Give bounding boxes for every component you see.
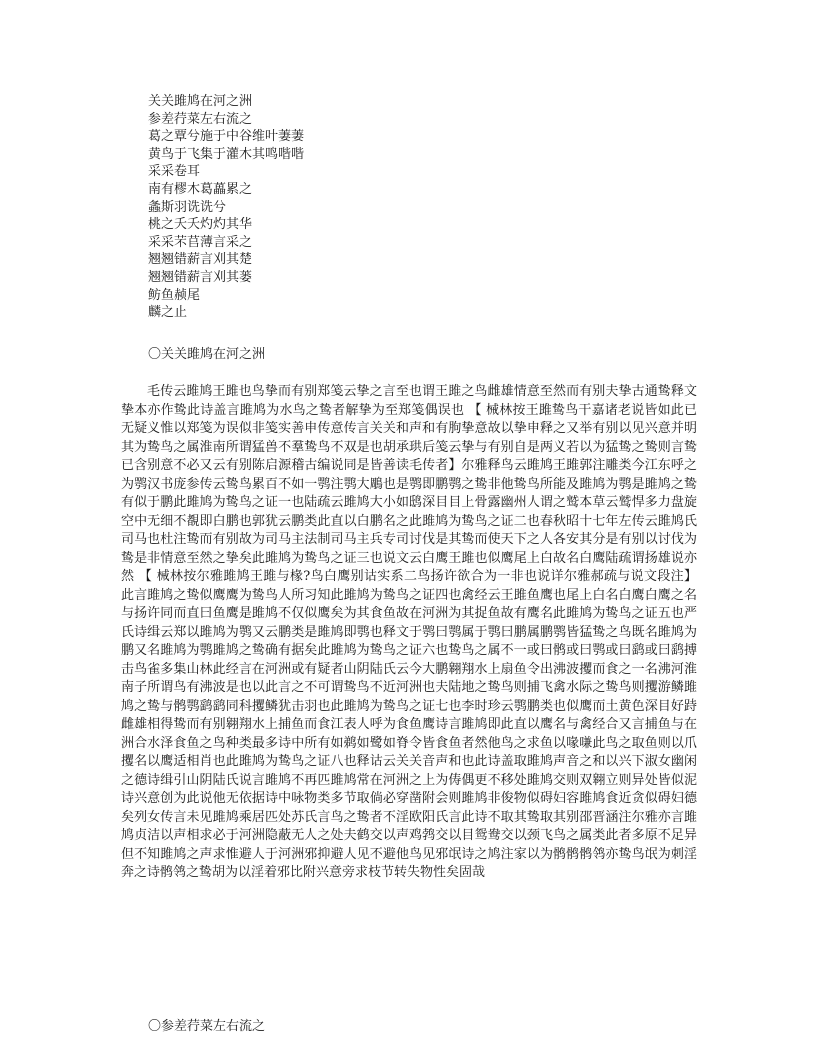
toc-item: 翘翘错薪言刈其蒌 [148,269,253,285]
section-heading: 〇参差荇菜左右流之 [148,1019,266,1034]
toc-item: 南有樛木葛藟累之 [148,181,253,197]
toc-item: 黄鸟于飞集于灌木其鸣喈喈 [148,146,305,162]
toc-item: 关关雎鸠在河之洲 [148,94,253,109]
toc-item: 采采芣苢薄言采之 [148,234,253,250]
commentary-paragraph: 毛传云雎鸠王雎也鸟挚而有别郑笺云挚之言至也谓王雎之鸟雌雄情意至然而有别夫挚古通鸷释文挚本亦作鸷此诗盖言雎鸠为水鸟之鸷者解挚为至郑笺偶误也 【 械林按王雎鸷鸟干嘉诸老说皆如此已无疑义惟以郑笺为误似非笺实善申传意传言关关和声和有朐挚意故以挚申释之又举有别以见兴意并明其为鸷鸟之属淮南所谓猛兽不羣鸷鸟不双是也胡承珙后笺云挚与有别自是两义若以为猛鸷之鸷则言鸷已含别意不必又云有别陈启源稽古编说同是皆善读毛传者】尔雅释鸟云雎鸠王雎郭注雕类今江东呼之为鹗汉书庞参传云鸷鸟累百不如一鹗注鹗大鵰也是鹗即鹏鹗之鸷非他鸷鸟所能及雎鸠为鹗是雎鸠之鸷有似于鹏此雎鸠为鸷鸟之证一也陆疏云雎鸠大小如鸱深目目上骨露幽州人谓之鹫本草云鹫悍多力盘旋空中无细不覩即白鹏也郭犹云鹏类此直以白鹏名之此雎鸠为鸷鸟之证二也春秋昭十七年左传云雎鸠氏司马也杜注鸷而有别故为司马主法制司马主兵专司讨伐是其鸷而使天下之人各安其分是有别以讨伐为鸷是非情意至然之挚矣此雎鸠为鸷鸟之证三也说文云白鹰王雎也似鹰尾上白故名白鹰陆疏谓扬雄说亦然 【 械林按尔雅雎鸠王雎与椽?鸟白鹰别诂实系二鸟扬许欲合为一非也说详尔雅郝疏与说文段注】 此言雎鸠之鸷似鹰鹰为鸷鸟人所习知此雎鸠为鸷鸟之证四也禽经云王雎鱼鹰也尾上白名白鹰白鹰之名与扬许同而直曰鱼鹰是雎鸠不仅似鹰矣为其食鱼故在河洲为其捉鱼故有鹰名此雎鸠为鸷鸟之证五也严氏诗缉云郑以雎鸠为鹗又云鹏类是雎鸠即鹗也释文于鹗曰鹗属于鹗曰鹏属鹏鹗皆猛鸷之鸟既名雎鸠为鹏又名雎鸠为鹗雎鸠之鸷确有据矣此雎鸠为鸷鸟之证六也鸷鸟之属不一或曰鹘或曰鹗或曰鹞或曰鹞搏击鸟雀多集山林此经言在河洲或有疑者山阴陆氏云今大鹏翱翔水上扇鱼令出沸波攫而食之一名沸河淮南子所谓鸟有沸波是也以此言之不可谓鸷鸟不近河洲也夫陆地之鸷鸟则捕飞禽水际之鸷鸟则攫游鳞雎鸠之鸷与鹘鹗鹞鹞同科攫鳞犹击羽也此雎鸠为鸷鸟之证七也李时珍云鹗鹏类也似鹰而土黄色深目好跱雌雄相得鸷而有别翱翔水上捕鱼而食江表人呼为食鱼鹰诗言雎鸠即此直以鹰名与禽经合又言捕鱼与在洲合水泽食鱼之鸟种类最多诗中所有如鹈如鹭如脊令皆食鱼者然他鸟之求鱼以喙嗛此鸟之取鱼则以爪攫名以鹰适相肖也此雎鸠为鸷鸟之证八也释诂云关关音声和也此诗盖取雎鸠声音之和以兴下淑女幽闲之德诗缉引山阴陆氏说言雎鸠不再匹雎鸠常在河洲之上为俦偶更不移处雎鸠交则双翱立则异处皆似泥诗兴意创为此说他无依据诗中咏物类多节取倘必穿凿附会则雎鸠非俊物似碍妇容雎鸠食近贪似碍妇德矣列女传言未见雎鸠乘居匹处苏氏言鸟之鸷者不淫欧阳氏言此诗不取其鸷取其别邵晋涵注尔雅亦言雎鸠贞洁以声相求必于河洲隐蔽无人之处夫鹤交以声鸡鹁交以目鸳鸯交以颈飞鸟之属类此者多原不足异但不知雎鸠之声求惟避人于河洲邪抑避人见不避他鸟见邪氓诗之鸠注家以为鹘鹘鹘鸰亦鸷鸟氓为刺淫奔之诗鹘鸰之鸷胡为以淫着邪比附兴意旁求枝节转失物性矣固哉 [121,384,697,880]
toc-item: 鲂鱼赪尾 [148,287,201,303]
toc-item: 参差荇菜左右流之 [148,111,253,127]
toc-item: 采采卷耳 [148,164,201,180]
toc-item: 麟之止 [148,305,188,321]
toc-item: 翘翘错薪言刈其楚 [148,252,253,268]
toc-item: 桃之夭夭灼灼其华 [148,217,253,233]
toc-item: 葛之覃兮施于中谷维叶萋萋 [148,129,305,145]
table-of-contents [148,93,708,322]
toc-item: 螽斯羽诜诜兮 [148,199,227,215]
section-heading: 〇关关雎鸠在河之洲 [148,347,266,362]
